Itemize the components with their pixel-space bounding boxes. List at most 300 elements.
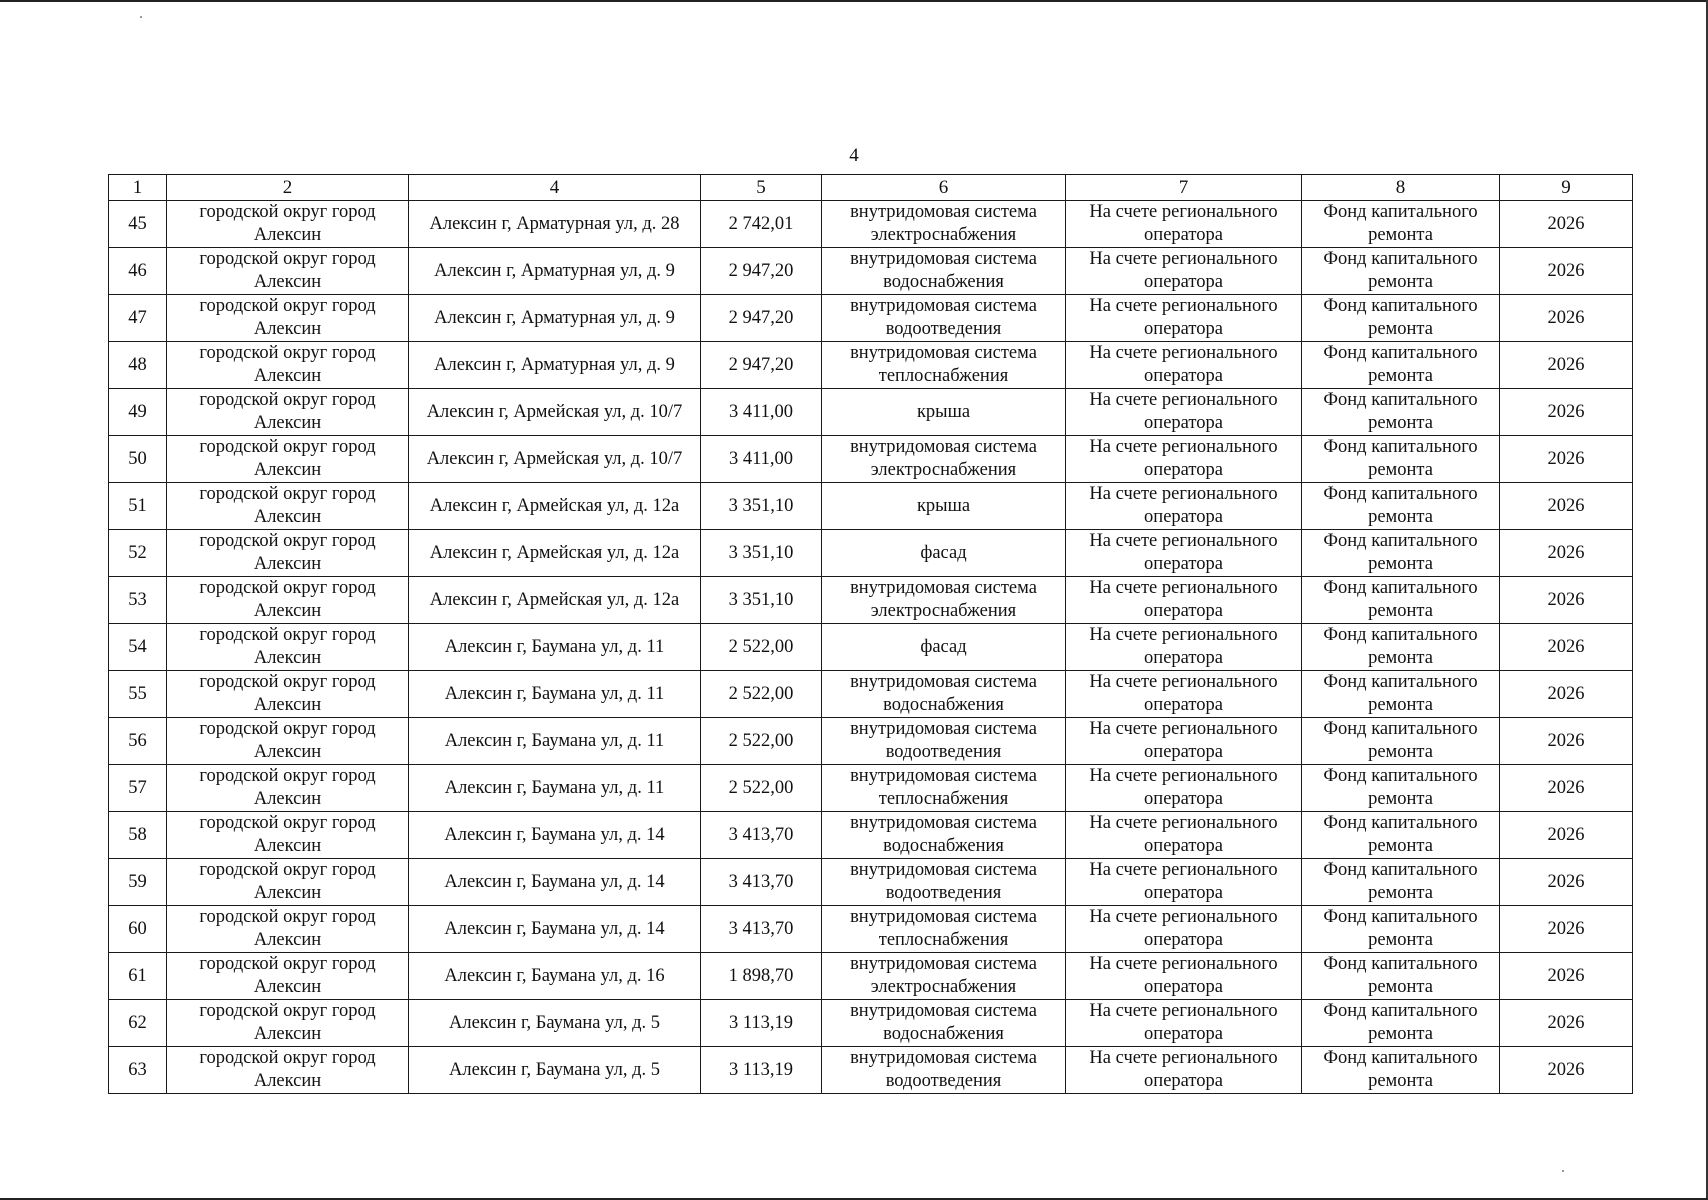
repair-type-cell-line: электроснабжения <box>870 460 1017 480</box>
area-cell: 2 522,00 <box>701 765 822 812</box>
page-number: 4 <box>849 145 859 166</box>
funding-source-cell-line: ремонта <box>1368 977 1433 997</box>
fund-account-cell-line: оператора <box>1144 413 1223 433</box>
year-cell: 2026 <box>1500 483 1633 530</box>
repair-type-cell-line: внутридомовая система <box>850 813 1037 833</box>
funding-source-cell <box>1302 389 1500 436</box>
fund-account-cell <box>1066 483 1302 530</box>
address-cell: Алексин г, Баумана ул, д. 16 <box>409 953 701 1000</box>
funding-source-cell-line: Фонд капитального <box>1323 1048 1478 1068</box>
table-row <box>109 1000 1633 1047</box>
row-number-cell: 60 <box>109 906 167 953</box>
year-cell: 2026 <box>1500 859 1633 906</box>
municipality-cell-line: городской округ город <box>199 484 376 504</box>
funding-source-cell-line: ремонта <box>1368 742 1433 762</box>
address-cell: Алексин г, Баумана ул, д. 11 <box>409 765 701 812</box>
repair-type-cell-line: теплоснабжения <box>878 366 1009 386</box>
fund-account-cell-line: оператора <box>1144 507 1223 527</box>
table-row <box>109 765 1633 812</box>
year-cell: 2026 <box>1500 906 1633 953</box>
row-number-cell: 45 <box>109 201 167 248</box>
address-cell: Алексин г, Армейская ул, д. 10/7 <box>409 389 701 436</box>
municipality-cell-line: Алексин <box>253 930 322 950</box>
fund-account-cell-line: На счете регионального <box>1089 249 1278 269</box>
municipality-cell-line: городской округ город <box>199 766 376 786</box>
address-cell: Алексин г, Арматурная ул, д. 9 <box>409 248 701 295</box>
repair-type-cell-line: внутридомовая система <box>850 860 1037 880</box>
municipality-cell-line: Алексин <box>253 836 322 856</box>
repair-type-cell <box>822 342 1066 389</box>
fund-account-cell-line: оператора <box>1144 554 1223 574</box>
year-cell: 2026 <box>1500 295 1633 342</box>
funding-source-cell-line: Фонд капитального <box>1323 907 1478 927</box>
fund-account-cell <box>1066 577 1302 624</box>
municipality-cell-line: Алексин <box>253 319 322 339</box>
fund-account-cell-line: На счете регионального <box>1089 766 1278 786</box>
funding-source-cell <box>1302 624 1500 671</box>
municipality-cell <box>167 953 409 1000</box>
fund-account-cell-line: оператора <box>1144 460 1223 480</box>
address-cell: Алексин г, Баумана ул, д. 14 <box>409 859 701 906</box>
fund-account-cell-line: оператора <box>1144 1024 1223 1044</box>
funding-source-cell-line: Фонд капитального <box>1323 343 1478 363</box>
funding-source-cell <box>1302 201 1500 248</box>
repair-type-cell-line: водоотведения <box>885 1071 1002 1091</box>
fund-account-cell <box>1066 248 1302 295</box>
repair-type-cell-line: внутридомовая система <box>850 202 1037 222</box>
column-header: 6 <box>822 175 1066 201</box>
fund-account-cell-line: оператора <box>1144 366 1223 386</box>
year-cell: 2026 <box>1500 718 1633 765</box>
fund-account-cell-line: оператора <box>1144 1071 1223 1091</box>
row-number-cell: 59 <box>109 859 167 906</box>
municipality-cell-line: Алексин <box>253 695 322 715</box>
row-number-cell: 58 <box>109 812 167 859</box>
address-cell: Алексин г, Баумана ул, д. 14 <box>409 812 701 859</box>
fund-account-cell <box>1066 671 1302 718</box>
row-number-cell: 55 <box>109 671 167 718</box>
municipality-cell <box>167 765 409 812</box>
repair-type-cell-line: теплоснабжения <box>878 930 1009 950</box>
fund-account-cell-line: оператора <box>1144 648 1223 668</box>
municipality-cell <box>167 906 409 953</box>
funding-source-cell <box>1302 906 1500 953</box>
municipality-cell-line: Алексин <box>253 460 322 480</box>
year-cell: 2026 <box>1500 248 1633 295</box>
fund-account-cell-line: На счете регионального <box>1089 954 1278 974</box>
municipality-cell-line: городской округ город <box>199 249 376 269</box>
fund-account-cell <box>1066 436 1302 483</box>
area-cell: 2 947,20 <box>701 295 822 342</box>
municipality-cell <box>167 859 409 906</box>
municipality-cell-line: городской округ город <box>199 343 376 363</box>
funding-source-cell-line: Фонд капитального <box>1323 296 1478 316</box>
column-header: 9 <box>1500 175 1633 201</box>
fund-account-cell <box>1066 859 1302 906</box>
municipality-cell <box>167 812 409 859</box>
address-cell: Алексин г, Армейская ул, д. 12а <box>409 577 701 624</box>
repair-type-cell-line: внутридомовая система <box>850 719 1037 739</box>
fund-account-cell-line: На счете регионального <box>1089 343 1278 363</box>
funding-source-cell-line: Фонд капитального <box>1323 202 1478 222</box>
fund-account-cell-line: На счете регионального <box>1089 1048 1278 1068</box>
funding-source-cell-line: ремонта <box>1368 554 1433 574</box>
table-row <box>109 248 1633 295</box>
fund-account-cell-line: оператора <box>1144 836 1223 856</box>
row-number-cell: 54 <box>109 624 167 671</box>
fund-account-cell <box>1066 953 1302 1000</box>
fund-account-cell <box>1066 812 1302 859</box>
scan-speck <box>140 16 142 18</box>
area-cell: 3 351,10 <box>701 577 822 624</box>
table-row <box>109 201 1633 248</box>
fund-account-cell-line: На счете регионального <box>1089 202 1278 222</box>
table-row <box>109 389 1633 436</box>
area-cell: 3 411,00 <box>701 389 822 436</box>
funding-source-cell-line: Фонд капитального <box>1323 531 1478 551</box>
column-header: 4 <box>409 175 701 201</box>
address-cell: Алексин г, Арматурная ул, д. 28 <box>409 201 701 248</box>
area-cell: 3 413,70 <box>701 812 822 859</box>
column-header: 1 <box>109 175 167 201</box>
fund-account-cell-line: На счете регионального <box>1089 296 1278 316</box>
table-row <box>109 483 1633 530</box>
funding-source-cell-line: Фонд капитального <box>1323 1001 1478 1021</box>
municipality-cell <box>167 436 409 483</box>
repair-type-cell <box>822 248 1066 295</box>
repair-type-cell-line: электроснабжения <box>870 977 1017 997</box>
row-number-cell: 61 <box>109 953 167 1000</box>
row-number-cell: 52 <box>109 530 167 577</box>
row-number-cell: 49 <box>109 389 167 436</box>
repair-type-cell <box>822 389 1066 436</box>
municipality-cell-line: городской округ город <box>199 390 376 410</box>
area-cell: 3 113,19 <box>701 1047 822 1094</box>
repair-type-cell-line: фасад <box>920 636 967 657</box>
repair-type-cell <box>822 812 1066 859</box>
municipality-cell-line: Алексин <box>253 648 322 668</box>
repair-type-cell-line: внутридомовая система <box>850 954 1037 974</box>
repair-type-cell <box>822 671 1066 718</box>
funding-source-cell-line: Фонд капитального <box>1323 672 1478 692</box>
municipality-cell-line: городской округ город <box>199 719 376 739</box>
repair-type-cell-line: электроснабжения <box>870 601 1017 621</box>
area-cell: 3 413,70 <box>701 859 822 906</box>
repair-type-cell <box>822 577 1066 624</box>
repair-type-cell <box>822 483 1066 530</box>
municipality-cell-line: городской округ город <box>199 296 376 316</box>
funding-source-cell-line: ремонта <box>1368 460 1433 480</box>
year-cell: 2026 <box>1500 624 1633 671</box>
municipality-cell-line: городской округ город <box>199 907 376 927</box>
row-number-cell: 63 <box>109 1047 167 1094</box>
scan-top-edge <box>0 0 1708 2</box>
repair-type-cell <box>822 718 1066 765</box>
table-row <box>109 295 1633 342</box>
address-cell: Алексин г, Арматурная ул, д. 9 <box>409 295 701 342</box>
repair-type-cell-line: водоснабжения <box>883 695 1004 715</box>
area-cell: 2 522,00 <box>701 718 822 765</box>
row-number-cell: 53 <box>109 577 167 624</box>
fund-account-cell <box>1066 389 1302 436</box>
address-cell: Алексин г, Армейская ул, д. 10/7 <box>409 436 701 483</box>
repair-type-cell-line: водоснабжения <box>883 1024 1004 1044</box>
fund-account-cell-line: оператора <box>1144 789 1223 809</box>
fund-account-cell <box>1066 342 1302 389</box>
municipality-cell-line: Алексин <box>253 272 322 292</box>
fund-account-cell-line: оператора <box>1144 225 1223 245</box>
repair-type-cell-line: внутридомовая система <box>850 766 1037 786</box>
repair-type-cell <box>822 295 1066 342</box>
fund-account-cell-line: На счете регионального <box>1089 672 1278 692</box>
fund-account-cell-line: На счете регионального <box>1089 390 1278 410</box>
funding-source-cell-line: ремонта <box>1368 648 1433 668</box>
funding-source-cell-line: ремонта <box>1368 601 1433 621</box>
funding-source-cell <box>1302 812 1500 859</box>
municipality-cell <box>167 1047 409 1094</box>
repair-type-cell-line: внутридомовая система <box>850 343 1037 363</box>
address-cell: Алексин г, Баумана ул, д. 11 <box>409 624 701 671</box>
fund-account-cell <box>1066 201 1302 248</box>
area-cell: 2 742,01 <box>701 201 822 248</box>
municipality-cell <box>167 671 409 718</box>
municipality-cell <box>167 577 409 624</box>
funding-source-cell-line: ремонта <box>1368 272 1433 292</box>
fund-account-cell <box>1066 718 1302 765</box>
funding-source-cell <box>1302 1000 1500 1047</box>
funding-source-cell <box>1302 765 1500 812</box>
funding-source-cell <box>1302 1047 1500 1094</box>
funding-source-cell-line: Фонд капитального <box>1323 249 1478 269</box>
column-header: 8 <box>1302 175 1500 201</box>
municipality-cell <box>167 248 409 295</box>
funding-source-cell-line: ремонта <box>1368 695 1433 715</box>
repair-type-cell <box>822 765 1066 812</box>
municipality-cell <box>167 295 409 342</box>
table-row <box>109 671 1633 718</box>
fund-account-cell-line: оператора <box>1144 930 1223 950</box>
municipality-cell-line: городской округ город <box>199 625 376 645</box>
address-cell: Алексин г, Баумана ул, д. 11 <box>409 718 701 765</box>
funding-source-cell-line: Фонд капитального <box>1323 578 1478 598</box>
fund-account-cell <box>1066 1047 1302 1094</box>
repair-type-cell-line: внутридомовая система <box>850 1001 1037 1021</box>
repair-type-cell-line: водоотведения <box>885 883 1002 903</box>
year-cell: 2026 <box>1500 577 1633 624</box>
repair-type-cell-line: теплоснабжения <box>878 789 1009 809</box>
table-row <box>109 624 1633 671</box>
municipality-cell-line: городской округ город <box>199 1048 376 1068</box>
municipality-cell-line: Алексин <box>253 1024 322 1044</box>
table-row <box>109 906 1633 953</box>
municipality-cell-line: Алексин <box>253 883 322 903</box>
municipality-cell <box>167 483 409 530</box>
municipality-cell-line: городской округ город <box>199 202 376 222</box>
funding-source-cell-line: ремонта <box>1368 507 1433 527</box>
column-header: 7 <box>1066 175 1302 201</box>
address-cell: Алексин г, Армейская ул, д. 12а <box>409 483 701 530</box>
funding-source-cell-line: Фонд капитального <box>1323 719 1478 739</box>
table-row <box>109 342 1633 389</box>
municipality-cell <box>167 624 409 671</box>
area-cell: 2 522,00 <box>701 624 822 671</box>
funding-source-cell <box>1302 530 1500 577</box>
column-number-row <box>109 175 1633 201</box>
fund-account-cell-line: оператора <box>1144 977 1223 997</box>
municipality-cell-line: Алексин <box>253 742 322 762</box>
year-cell: 2026 <box>1500 530 1633 577</box>
fund-account-cell-line: На счете регионального <box>1089 437 1278 457</box>
municipality-cell-line: городской округ город <box>199 813 376 833</box>
municipality-cell <box>167 1000 409 1047</box>
row-number-cell: 48 <box>109 342 167 389</box>
area-cell: 3 351,10 <box>701 483 822 530</box>
repair-type-cell-line: внутридомовая система <box>850 578 1037 598</box>
funding-source-cell-line: ремонта <box>1368 319 1433 339</box>
funding-source-cell-line: ремонта <box>1368 883 1433 903</box>
address-cell: Алексин г, Баумана ул, д. 11 <box>409 671 701 718</box>
row-number-cell: 51 <box>109 483 167 530</box>
column-header: 5 <box>701 175 822 201</box>
municipality-cell-line: Алексин <box>253 413 322 433</box>
municipality-cell <box>167 201 409 248</box>
funding-source-cell-line: Фонд капитального <box>1323 437 1478 457</box>
repair-type-cell <box>822 1047 1066 1094</box>
repair-type-cell-line: внутридомовая система <box>850 1048 1037 1068</box>
repair-type-cell <box>822 1000 1066 1047</box>
municipality-cell <box>167 530 409 577</box>
table-row <box>109 718 1633 765</box>
area-cell: 2 947,20 <box>701 342 822 389</box>
funding-source-cell-line: Фонд капитального <box>1323 766 1478 786</box>
fund-account-cell-line: На счете регионального <box>1089 813 1278 833</box>
fund-account-cell-line: На счете регионального <box>1089 719 1278 739</box>
fund-account-cell <box>1066 1000 1302 1047</box>
municipality-cell <box>167 342 409 389</box>
funding-source-cell-line: ремонта <box>1368 366 1433 386</box>
funding-source-cell <box>1302 483 1500 530</box>
table-row <box>109 812 1633 859</box>
year-cell: 2026 <box>1500 389 1633 436</box>
address-cell: Алексин г, Баумана ул, д. 14 <box>409 906 701 953</box>
funding-source-cell <box>1302 953 1500 1000</box>
year-cell: 2026 <box>1500 671 1633 718</box>
area-cell: 3 413,70 <box>701 906 822 953</box>
year-cell: 2026 <box>1500 812 1633 859</box>
fund-account-cell <box>1066 295 1302 342</box>
repair-type-cell-line: фасад <box>920 542 967 563</box>
fund-account-cell-line: оператора <box>1144 601 1223 621</box>
address-cell: Алексин г, Арматурная ул, д. 9 <box>409 342 701 389</box>
row-number-cell: 47 <box>109 295 167 342</box>
fund-account-cell <box>1066 530 1302 577</box>
area-cell: 2 947,20 <box>701 248 822 295</box>
fund-account-cell-line: оператора <box>1144 742 1223 762</box>
address-cell: Алексин г, Баумана ул, д. 5 <box>409 1000 701 1047</box>
row-number-cell: 50 <box>109 436 167 483</box>
fund-account-cell-line: На счете регионального <box>1089 578 1278 598</box>
repair-type-cell-line: водоотведения <box>885 319 1002 339</box>
funding-source-cell <box>1302 295 1500 342</box>
funding-source-cell <box>1302 718 1500 765</box>
fund-account-cell-line: оператора <box>1144 272 1223 292</box>
fund-account-cell-line: На счете регионального <box>1089 907 1278 927</box>
municipality-cell-line: городской округ город <box>199 1001 376 1021</box>
area-cell: 3 113,19 <box>701 1000 822 1047</box>
funding-source-cell-line: Фонд капитального <box>1323 484 1478 504</box>
capital-repair-table <box>108 174 1633 1094</box>
repair-type-cell-line: внутридомовая система <box>850 296 1037 316</box>
fund-account-cell-line: На счете регионального <box>1089 1001 1278 1021</box>
year-cell: 2026 <box>1500 342 1633 389</box>
repair-type-cell <box>822 201 1066 248</box>
funding-source-cell-line: Фонд капитального <box>1323 813 1478 833</box>
funding-source-cell-line: ремонта <box>1368 1071 1433 1091</box>
year-cell: 2026 <box>1500 1047 1633 1094</box>
repair-type-cell <box>822 906 1066 953</box>
fund-account-cell-line: оператора <box>1144 883 1223 903</box>
funding-source-cell <box>1302 671 1500 718</box>
funding-source-cell-line: ремонта <box>1368 1024 1433 1044</box>
year-cell: 2026 <box>1500 765 1633 812</box>
municipality-cell-line: Алексин <box>253 977 322 997</box>
table-row <box>109 577 1633 624</box>
table-body <box>109 175 1633 1094</box>
repair-type-cell-line: внутридомовая система <box>850 672 1037 692</box>
repair-type-cell-line: водоотведения <box>885 742 1002 762</box>
repair-type-cell-line: внутридомовая система <box>850 249 1037 269</box>
area-cell: 3 411,00 <box>701 436 822 483</box>
year-cell: 2026 <box>1500 953 1633 1000</box>
table-row <box>109 1047 1633 1094</box>
repair-type-cell-line: водоснабжения <box>883 836 1004 856</box>
municipality-cell-line: Алексин <box>253 601 322 621</box>
funding-source-cell-line: ремонта <box>1368 413 1433 433</box>
area-cell: 1 898,70 <box>701 953 822 1000</box>
repair-type-cell-line: внутридомовая система <box>850 907 1037 927</box>
fund-account-cell-line: На счете регионального <box>1089 531 1278 551</box>
table-row <box>109 530 1633 577</box>
funding-source-cell <box>1302 248 1500 295</box>
repair-type-cell-line: крыша <box>916 495 971 516</box>
year-cell: 2026 <box>1500 1000 1633 1047</box>
funding-source-cell <box>1302 859 1500 906</box>
municipality-cell-line: городской округ город <box>199 578 376 598</box>
fund-account-cell-line: На счете регионального <box>1089 860 1278 880</box>
municipality-cell <box>167 718 409 765</box>
fund-account-cell-line: оператора <box>1144 319 1223 339</box>
municipality-cell-line: городской округ город <box>199 954 376 974</box>
municipality-cell-line: Алексин <box>253 507 322 527</box>
scan-speck <box>1562 1170 1564 1172</box>
municipality-cell-line: городской округ город <box>199 860 376 880</box>
municipality-cell-line: Алексин <box>253 366 322 386</box>
municipality-cell-line: Алексин <box>253 554 322 574</box>
funding-source-cell-line: Фонд капитального <box>1323 625 1478 645</box>
table-row <box>109 436 1633 483</box>
area-cell: 3 351,10 <box>701 530 822 577</box>
repair-type-cell-line: внутридомовая система <box>850 437 1037 457</box>
row-number-cell: 57 <box>109 765 167 812</box>
funding-source-cell-line: ремонта <box>1368 225 1433 245</box>
column-header: 2 <box>167 175 409 201</box>
repair-type-cell <box>822 859 1066 906</box>
repair-type-cell <box>822 530 1066 577</box>
fund-account-cell <box>1066 765 1302 812</box>
municipality-cell-line: городской округ город <box>199 437 376 457</box>
area-cell: 2 522,00 <box>701 671 822 718</box>
funding-source-cell-line: Фонд капитального <box>1323 860 1478 880</box>
